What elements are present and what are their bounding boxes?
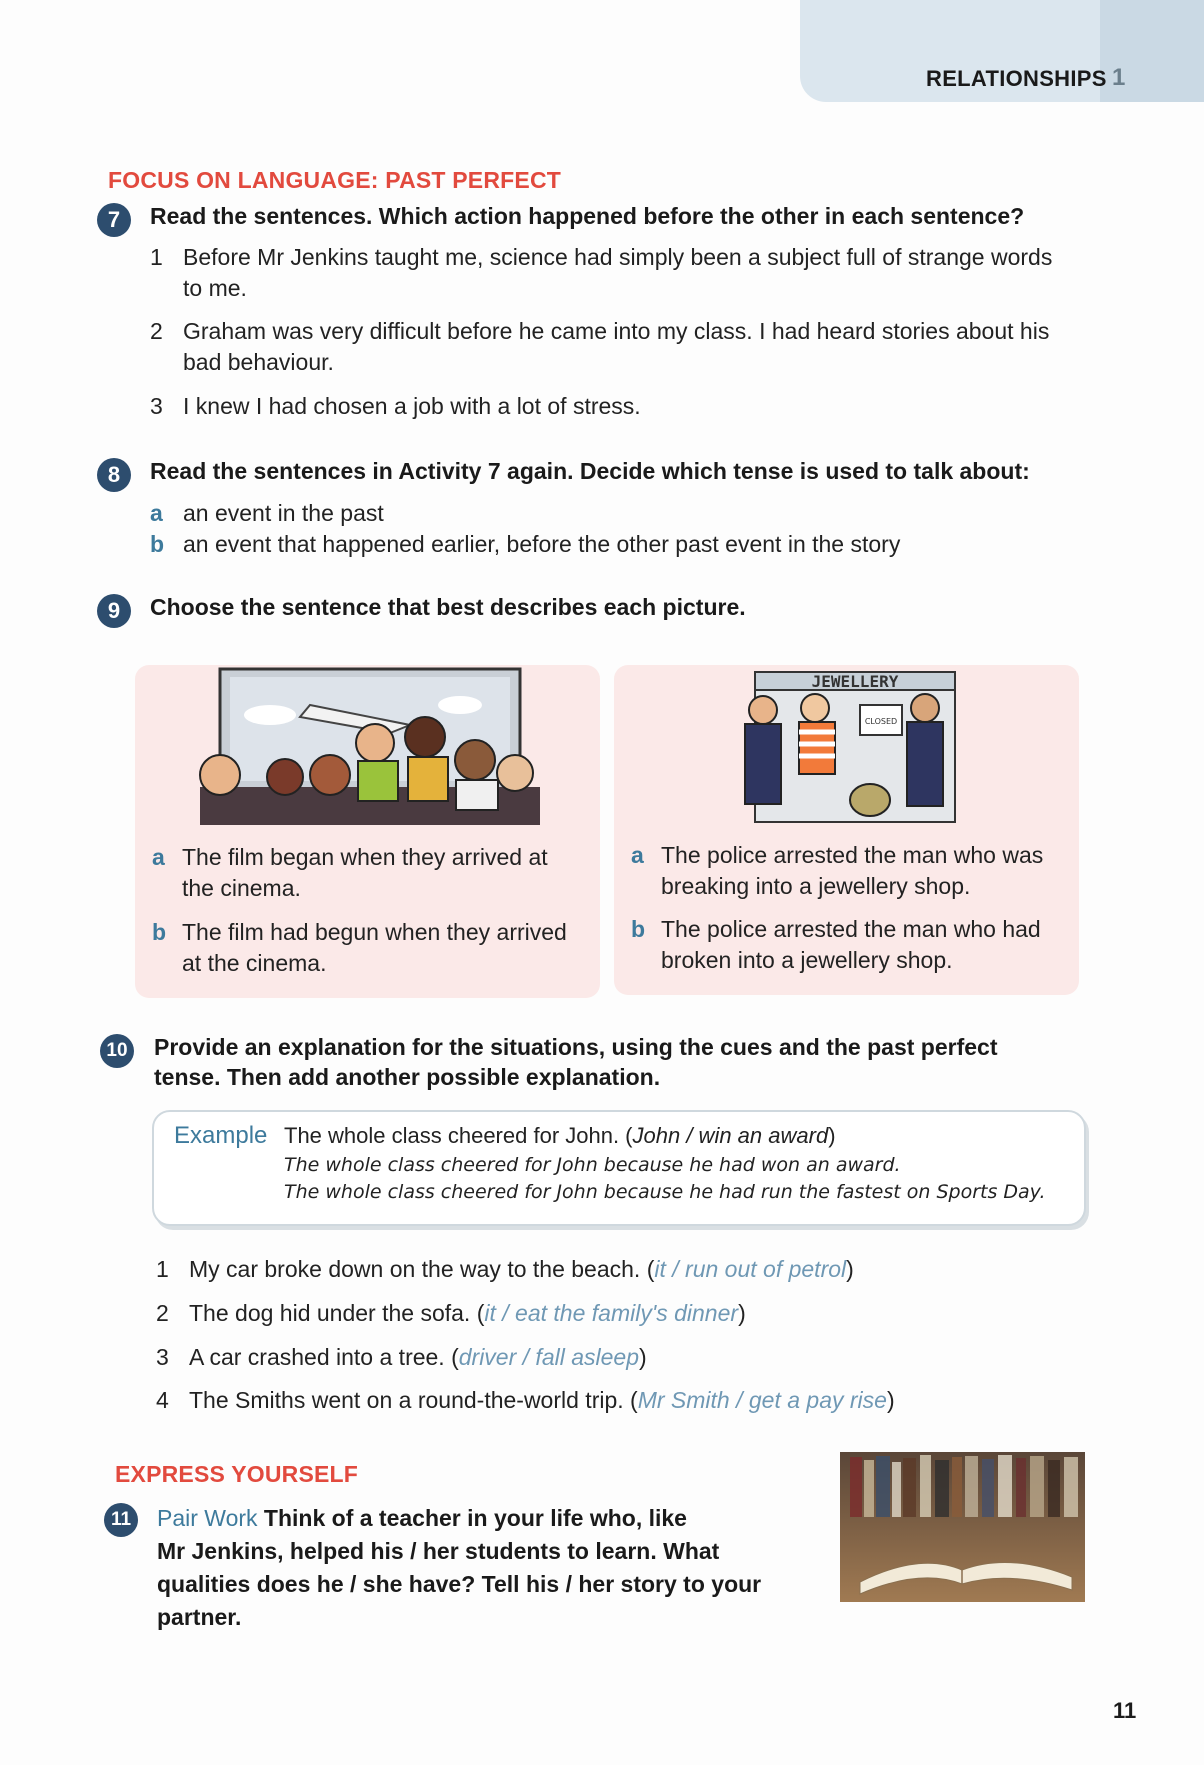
item-number: 3 [156, 1344, 169, 1370]
item-text: A car crashed into a tree. ( [189, 1344, 459, 1370]
book-photo [840, 1452, 1085, 1602]
page-number: 11 [1113, 1698, 1137, 1723]
activity-7-instruction: Read the sentences. Which action happened before the other in each sentence? [150, 203, 1025, 229]
example-sentence [284, 1120, 836, 1151]
item-text: an event that happened earlier, before the other past event in the story [183, 531, 901, 557]
item-number: 1 [150, 244, 163, 270]
activity-badge-8: 8 [97, 458, 131, 492]
activity-9-instruction: Choose the sentence that best describes each picture. [150, 594, 746, 620]
option-letter: b [631, 916, 646, 942]
item-close: ) [738, 1300, 746, 1326]
item-text: My car broke down on the way to the beach. ( [189, 1256, 655, 1282]
item-letter: b [150, 531, 165, 557]
item-text: The Smiths went on a round-the-world trip. ( [189, 1387, 638, 1413]
activity-badge-7: 7 [97, 203, 131, 237]
item-close: ) [639, 1344, 647, 1370]
pair-work-label: Pair Work [157, 1505, 258, 1531]
list-item [156, 1385, 895, 1416]
instruction-line2: Mr Jenkins, helped his / her students to learn. What [157, 1538, 720, 1564]
example-text: The whole class cheered for John. ( [284, 1123, 633, 1148]
item-cue: Mr Smith / get a pay rise [637, 1387, 887, 1413]
section-heading-express: EXPRESS YOURSELF [115, 1461, 359, 1487]
item-number: 2 [150, 318, 163, 344]
option-a[interactable] [631, 840, 1043, 902]
closed-sign: CLOSED [864, 717, 898, 726]
cinema-illustration [190, 665, 550, 827]
activity-8-instruction: Read the sentences in Activity 7 again. Decide which tense is used to talk about: [150, 458, 1030, 484]
activity-10-instruction [154, 1032, 998, 1092]
example-cue: John / win an award [632, 1123, 829, 1148]
example-answer-1: The whole class cheered for John because he had won an award. [284, 1154, 901, 1176]
option-text-line2: broken into a jewellery shop. [661, 947, 953, 973]
option-a[interactable] [152, 842, 548, 904]
instruction-line1: Provide an explanation for the situations, using the cues and the past perfect [154, 1034, 998, 1060]
item-close: ) [886, 1387, 895, 1413]
option-text-line2: breaking into a jewellery shop. [661, 873, 971, 899]
option-text-line1: The police arrested the man who had [661, 916, 1041, 942]
item-text-line1: Before Mr Jenkins taught me, science had simply been a subject full of strange words [183, 244, 1053, 270]
list-item [156, 1254, 854, 1285]
header-section-title: RELATIONSHIPS [926, 66, 1107, 91]
item-text: The dog hid under the sofa. ( [189, 1300, 485, 1326]
instruction-line3: qualities does he / she have? Tell his / her story to your [157, 1571, 762, 1597]
item-text-line2: to me. [183, 275, 247, 301]
option-letter: a [152, 844, 165, 870]
option-b[interactable] [631, 914, 1041, 976]
header-unit-number: 1 [1112, 64, 1126, 91]
item-cue: it / eat the family's dinner [484, 1300, 739, 1326]
item-number: 3 [150, 393, 163, 419]
example-close: ) [828, 1123, 836, 1148]
item-number: 4 [156, 1387, 169, 1413]
option-text-line2: the cinema. [182, 875, 301, 901]
jewellery-shop-illustration [735, 660, 965, 830]
item-cue: driver / fall asleep [458, 1344, 639, 1370]
list-item [150, 498, 384, 529]
list-item [150, 316, 1090, 378]
item-cue: it / run out of petrol [654, 1256, 847, 1282]
example-answer-2: The whole class cheered for John because he had run the fastest on Sports Day. [284, 1181, 1046, 1203]
option-letter: b [152, 919, 167, 945]
item-number: 1 [156, 1256, 169, 1282]
activity-badge-10: 10 [100, 1034, 134, 1068]
item-text-line1: Graham was very difficult before he came into my class. I had heard stories about his [183, 318, 1050, 344]
list-item [150, 242, 1090, 304]
list-item [156, 1298, 746, 1329]
option-text-line2: at the cinema. [182, 950, 327, 976]
list-item [150, 529, 900, 560]
option-b[interactable] [152, 917, 567, 979]
section-heading-focus: FOCUS ON LANGUAGE: PAST PERFECT [108, 167, 562, 193]
item-letter: a [150, 500, 163, 526]
item-text: an event in the past [183, 500, 384, 526]
item-text-line2: bad behaviour. [183, 349, 334, 375]
option-letter: a [631, 842, 644, 868]
example-label: Example [174, 1122, 268, 1149]
jewellery-sign: JEWELLERY [811, 672, 899, 691]
instruction-line1: Think of a teacher in your life who, like [257, 1505, 687, 1531]
item-close: ) [846, 1256, 854, 1282]
activity-badge-11: 11 [104, 1503, 138, 1537]
option-text-line1: The film had begun when they arrived [182, 919, 567, 945]
item-text-line1: I knew I had chosen a job with a lot of stress. [183, 393, 641, 419]
list-item [150, 391, 1090, 422]
item-number: 2 [156, 1300, 169, 1326]
activity-11-instruction [157, 1502, 761, 1634]
option-text-line1: The police arrested the man who was [661, 842, 1044, 868]
list-item [156, 1342, 647, 1373]
option-text-line1: The film began when they arrived at [182, 844, 548, 870]
instruction-line4: partner. [157, 1604, 242, 1630]
activity-badge-9: 9 [97, 594, 131, 628]
instruction-line2: tense. Then add another possible explanation. [154, 1064, 661, 1090]
